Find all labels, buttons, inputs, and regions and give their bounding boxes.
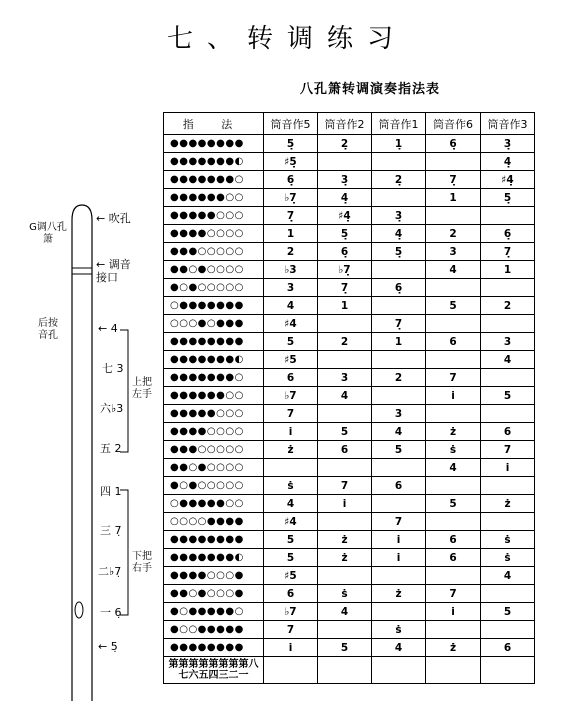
table-row bbox=[164, 405, 535, 423]
note-cell: i̇ bbox=[264, 639, 318, 657]
fingering-holes: ●●●○○○○○ bbox=[164, 243, 264, 261]
note-cell: 5 bbox=[372, 441, 426, 459]
note-cell: ṡ bbox=[318, 585, 372, 603]
note-cell: 7̣ bbox=[264, 207, 318, 225]
table-row bbox=[164, 567, 535, 585]
note-cell: 2̣ bbox=[318, 135, 372, 153]
note-cell: 7̇ bbox=[426, 585, 481, 603]
fingering-holes: ●●●○○○○○ bbox=[164, 441, 264, 459]
table-row bbox=[164, 585, 535, 603]
note-cell: 5 bbox=[481, 387, 535, 405]
note-cell: 4 bbox=[426, 261, 481, 279]
hole-label: ← 4 bbox=[98, 322, 118, 335]
table-header-row bbox=[164, 113, 535, 135]
note-cell: 4̣ bbox=[318, 189, 372, 207]
table-row bbox=[164, 495, 535, 513]
fingering-holes: ●●●●●●○○ bbox=[164, 387, 264, 405]
table-row bbox=[164, 513, 535, 531]
note-cell: 6̇ bbox=[481, 639, 535, 657]
note-cell bbox=[318, 315, 372, 333]
table-row bbox=[164, 459, 535, 477]
note-cell: 7̣ bbox=[481, 243, 535, 261]
table-row bbox=[164, 621, 535, 639]
table-row bbox=[164, 603, 535, 621]
note-cell bbox=[372, 495, 426, 513]
xiao-body-outline bbox=[0, 0, 165, 701]
table-row bbox=[164, 261, 535, 279]
hole-label: ← 5̣ bbox=[98, 640, 118, 653]
note-cell bbox=[372, 189, 426, 207]
note-cell: 3 bbox=[481, 333, 535, 351]
note-cell: 4 bbox=[481, 351, 535, 369]
note-cell: 1 bbox=[481, 261, 535, 279]
blow-hole-label: ← 吹孔 bbox=[96, 212, 131, 225]
note-cell: ż bbox=[426, 423, 481, 441]
note-cell: 4 bbox=[318, 387, 372, 405]
note-cell: 4 bbox=[264, 297, 318, 315]
fingering-holes: ○●●●●●●● bbox=[164, 297, 264, 315]
table-row bbox=[164, 315, 535, 333]
note-cell: 5̣ bbox=[264, 135, 318, 153]
table-row bbox=[164, 477, 535, 495]
note-cell bbox=[372, 603, 426, 621]
note-cell: 6 bbox=[318, 441, 372, 459]
note-cell: 6 bbox=[426, 333, 481, 351]
note-cell: ♭3 bbox=[264, 261, 318, 279]
note-cell bbox=[481, 513, 535, 531]
note-cell bbox=[481, 585, 535, 603]
fingering-holes: ●●●●●○○○ bbox=[164, 405, 264, 423]
table-row bbox=[164, 333, 535, 351]
footer-hole-numbers: 第第第第第第第第八七六五四三二一 bbox=[164, 657, 264, 684]
note-cell: i bbox=[372, 531, 426, 549]
fingering-holes: ●○●●●●●○ bbox=[164, 603, 264, 621]
note-cell: 6 bbox=[372, 477, 426, 495]
fingering-holes: ●●●●○○○○ bbox=[164, 225, 264, 243]
header-key-6: 筒音作6 bbox=[426, 113, 481, 135]
note-cell bbox=[426, 207, 481, 225]
note-cell bbox=[372, 459, 426, 477]
hole-label: 三 7̣ bbox=[100, 524, 122, 537]
note-cell: 1 bbox=[318, 297, 372, 315]
note-cell: 5̇ bbox=[481, 603, 535, 621]
note-cell: ṡ bbox=[264, 477, 318, 495]
fingering-holes: ●●●●●●○○ bbox=[164, 189, 264, 207]
note-cell: 3 bbox=[426, 243, 481, 261]
hole-label: 一 6̣ bbox=[100, 606, 122, 619]
note-cell: 5̣ bbox=[372, 243, 426, 261]
fingering-holes: ●●●●●●●◐ bbox=[164, 549, 264, 567]
note-cell: ♯5̇ bbox=[264, 567, 318, 585]
note-cell bbox=[372, 153, 426, 171]
table-footer-row bbox=[164, 657, 535, 684]
note-cell: ♭7 bbox=[264, 387, 318, 405]
hole-label: 七 3 bbox=[102, 362, 124, 375]
note-cell: ♯4̇ bbox=[264, 513, 318, 531]
note-cell bbox=[318, 405, 372, 423]
table-row bbox=[164, 387, 535, 405]
note-cell: ṡ bbox=[372, 621, 426, 639]
table-row bbox=[164, 243, 535, 261]
note-cell bbox=[372, 567, 426, 585]
note-cell: 2 bbox=[481, 297, 535, 315]
table-row bbox=[164, 225, 535, 243]
note-cell: 7̇ bbox=[264, 621, 318, 639]
note-cell: ż bbox=[318, 549, 372, 567]
note-cell: 6̇ bbox=[264, 585, 318, 603]
note-cell: 2̣ bbox=[372, 171, 426, 189]
note-cell: i̇ bbox=[426, 603, 481, 621]
note-cell: 7 bbox=[318, 477, 372, 495]
note-cell: 3̣ bbox=[372, 207, 426, 225]
fingering-holes: ●●○●○○○● bbox=[164, 585, 264, 603]
note-cell: 6 bbox=[264, 369, 318, 387]
note-cell: 7 bbox=[426, 369, 481, 387]
note-cell: 4 bbox=[372, 423, 426, 441]
note-cell bbox=[481, 279, 535, 297]
note-cell bbox=[481, 621, 535, 639]
note-cell bbox=[264, 459, 318, 477]
note-cell: 1 bbox=[372, 333, 426, 351]
note-cell bbox=[426, 621, 481, 639]
note-cell: 4̇ bbox=[372, 639, 426, 657]
note-cell: 6̣ bbox=[264, 171, 318, 189]
table-row bbox=[164, 369, 535, 387]
note-cell bbox=[481, 315, 535, 333]
table-row bbox=[164, 423, 535, 441]
note-cell: 4̇ bbox=[426, 459, 481, 477]
fingering-holes: ●●●●●○○○ bbox=[164, 207, 264, 225]
back-hole-label: 后按音孔 bbox=[38, 318, 58, 341]
note-cell: ♯4 bbox=[264, 315, 318, 333]
fingering-holes: ●○●○○○○○ bbox=[164, 477, 264, 495]
hole-label: 四 1 bbox=[100, 485, 122, 498]
note-cell: 4̣ bbox=[372, 225, 426, 243]
note-cell: 3̣ bbox=[481, 135, 535, 153]
note-cell bbox=[426, 477, 481, 495]
note-cell: ♯5 bbox=[264, 351, 318, 369]
note-cell bbox=[426, 405, 481, 423]
note-cell bbox=[481, 405, 535, 423]
hole-label: 二♭7̣ bbox=[98, 565, 122, 578]
note-cell bbox=[426, 567, 481, 585]
table-row bbox=[164, 297, 535, 315]
note-cell: 5̇ bbox=[426, 495, 481, 513]
note-cell: ♭7̣ bbox=[264, 189, 318, 207]
note-cell: 4̇ bbox=[264, 495, 318, 513]
table-row bbox=[164, 549, 535, 567]
note-cell bbox=[481, 369, 535, 387]
note-cell: ṡ bbox=[426, 441, 481, 459]
note-cell bbox=[481, 477, 535, 495]
note-cell: 6̣ bbox=[318, 243, 372, 261]
fingering-holes: ●●○●○○○○ bbox=[164, 261, 264, 279]
note-cell: ♯4̣ bbox=[481, 171, 535, 189]
table-row bbox=[164, 189, 535, 207]
table-row bbox=[164, 531, 535, 549]
note-cell bbox=[372, 261, 426, 279]
note-cell: 5 bbox=[318, 423, 372, 441]
fingering-holes: ●●●●●●●◐ bbox=[164, 351, 264, 369]
note-cell: ṡ bbox=[481, 549, 535, 567]
note-cell: 2 bbox=[264, 243, 318, 261]
fingering-holes: ●○●○○○○○ bbox=[164, 279, 264, 297]
note-cell bbox=[426, 153, 481, 171]
fingering-holes: ●●●●○○○● bbox=[164, 567, 264, 585]
note-cell bbox=[318, 153, 372, 171]
note-cell: 2 bbox=[372, 369, 426, 387]
note-cell bbox=[481, 207, 535, 225]
note-cell: ż bbox=[372, 585, 426, 603]
fingering-holes: ●●●●●●●○ bbox=[164, 369, 264, 387]
upper-hand-label: 上把左手 bbox=[132, 377, 152, 400]
note-cell bbox=[318, 513, 372, 531]
note-cell: 7̣ bbox=[372, 315, 426, 333]
xiao-diagram bbox=[0, 0, 165, 701]
fingering-holes: ●●●●●●●● bbox=[164, 639, 264, 657]
header-key-2: 筒音作2 bbox=[318, 113, 372, 135]
note-cell: 7 bbox=[481, 441, 535, 459]
note-cell: ż bbox=[481, 495, 535, 513]
note-cell: 6̇ bbox=[426, 531, 481, 549]
note-cell: 5̇ bbox=[264, 531, 318, 549]
hole-label: 五 2 bbox=[100, 442, 122, 455]
note-cell bbox=[426, 315, 481, 333]
note-cell: i bbox=[264, 423, 318, 441]
note-cell: ṡ bbox=[481, 531, 535, 549]
note-cell: 7 bbox=[372, 513, 426, 531]
table-row bbox=[164, 441, 535, 459]
note-cell: 5 bbox=[426, 297, 481, 315]
note-cell: 7̣ bbox=[318, 279, 372, 297]
fingering-holes: ○●●●●●○○ bbox=[164, 495, 264, 513]
fingering-holes: ●●●●●●●○ bbox=[164, 171, 264, 189]
note-cell: 2 bbox=[426, 225, 481, 243]
fingering-holes: ○○○●○●●● bbox=[164, 315, 264, 333]
note-cell: 3 bbox=[318, 369, 372, 387]
header-key-3: 筒音作3 bbox=[481, 113, 535, 135]
note-cell: ♭7̣ bbox=[318, 261, 372, 279]
note-cell: 6̇ bbox=[426, 549, 481, 567]
fingering-holes: ●●●●●●●● bbox=[164, 135, 264, 153]
instrument-label: G调八孔箫 bbox=[29, 222, 67, 245]
table-row bbox=[164, 207, 535, 225]
note-cell bbox=[318, 567, 372, 585]
note-cell: 5̣ bbox=[481, 189, 535, 207]
note-cell: 5̇ bbox=[318, 639, 372, 657]
note-cell: 7̣ bbox=[426, 171, 481, 189]
table-row bbox=[164, 351, 535, 369]
note-cell: 4̣ bbox=[481, 153, 535, 171]
note-cell: i bbox=[481, 459, 535, 477]
note-cell bbox=[426, 279, 481, 297]
note-cell: i bbox=[318, 495, 372, 513]
hole-label: 六♭3 bbox=[100, 402, 124, 415]
note-cell: ż̇ bbox=[426, 639, 481, 657]
note-cell bbox=[426, 351, 481, 369]
note-cell bbox=[318, 621, 372, 639]
note-cell bbox=[318, 459, 372, 477]
note-cell bbox=[372, 387, 426, 405]
page-title: 七、转调练习 bbox=[166, 24, 407, 54]
note-cell: 5 bbox=[264, 333, 318, 351]
table-row bbox=[164, 639, 535, 657]
fingering-holes: ●●●●○○○○ bbox=[164, 423, 264, 441]
note-cell: i bbox=[426, 387, 481, 405]
note-cell: ż bbox=[318, 531, 372, 549]
note-cell: 3 bbox=[372, 405, 426, 423]
fingering-holes: ○○○○●●●● bbox=[164, 513, 264, 531]
note-cell: 1̣ bbox=[372, 135, 426, 153]
fingering-holes: ●●●●●●●◐ bbox=[164, 153, 264, 171]
note-cell: ♭7̇ bbox=[264, 603, 318, 621]
note-cell: 6̣ bbox=[372, 279, 426, 297]
note-cell: 4̇ bbox=[318, 603, 372, 621]
note-cell: 6̣ bbox=[481, 225, 535, 243]
note-cell: ♯5̣ bbox=[264, 153, 318, 171]
table-row bbox=[164, 153, 535, 171]
note-cell: 5̇ bbox=[264, 549, 318, 567]
note-cell: ż bbox=[264, 441, 318, 459]
header-fingering: 指 法 bbox=[164, 113, 264, 135]
note-cell: 4̇ bbox=[481, 567, 535, 585]
note-cell bbox=[372, 351, 426, 369]
note-cell: ♯4̣ bbox=[318, 207, 372, 225]
note-cell: 1 bbox=[426, 189, 481, 207]
table-title: 八孔箫转调演奏指法表 bbox=[300, 82, 441, 97]
note-cell bbox=[318, 351, 372, 369]
note-cell: 7 bbox=[264, 405, 318, 423]
fingering-holes: ●●○●○○○○ bbox=[164, 459, 264, 477]
lower-hand-label: 下把右手 bbox=[132, 551, 152, 574]
note-cell bbox=[372, 297, 426, 315]
fingering-holes: ●○○●●●●● bbox=[164, 621, 264, 639]
note-cell: 6̣ bbox=[426, 135, 481, 153]
fingering-holes: ●●●●●●●● bbox=[164, 531, 264, 549]
table-row bbox=[164, 171, 535, 189]
note-cell: i bbox=[372, 549, 426, 567]
note-cell: 1 bbox=[264, 225, 318, 243]
fingering-table bbox=[163, 112, 534, 684]
joint-label: ← 调音接口 bbox=[96, 258, 131, 284]
header-key-5: 筒音作5 bbox=[264, 113, 318, 135]
note-cell bbox=[426, 513, 481, 531]
note-cell: 3 bbox=[264, 279, 318, 297]
fingering-holes: ●●●●●●●● bbox=[164, 333, 264, 351]
table-row bbox=[164, 135, 535, 153]
note-cell: 2 bbox=[318, 333, 372, 351]
note-cell: 5̣ bbox=[318, 225, 372, 243]
table-row bbox=[164, 279, 535, 297]
note-cell: 3̣ bbox=[318, 171, 372, 189]
note-cell: 6 bbox=[481, 423, 535, 441]
header-key-1: 筒音作1 bbox=[372, 113, 426, 135]
